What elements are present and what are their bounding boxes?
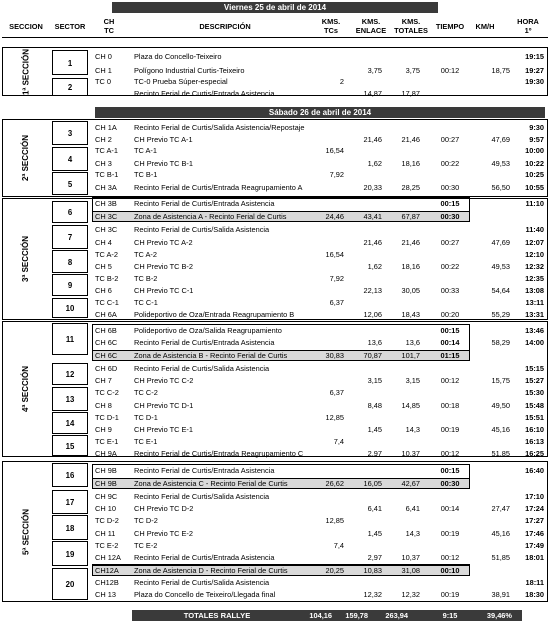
hora: 17:27 bbox=[525, 516, 544, 525]
control-description: TC A-2 bbox=[134, 250, 157, 259]
tiempo: 00:15 bbox=[440, 326, 460, 335]
sector-cell bbox=[52, 387, 88, 411]
totals-label: TOTALES RALLYE bbox=[132, 610, 302, 621]
sector-number: 14 bbox=[65, 419, 75, 428]
control-description: TC E-1 bbox=[134, 437, 158, 446]
sector-number: 20 bbox=[65, 580, 75, 589]
tiempo: 00:27 bbox=[440, 238, 460, 247]
control-code: CH 3C bbox=[95, 212, 118, 221]
control-description: Zona de Asistencia D - Recinto Ferial de Curtis bbox=[134, 566, 288, 575]
tiempo: 00:14 bbox=[440, 504, 460, 513]
kms-enlace: 10,83 bbox=[363, 566, 382, 575]
header-kms-totales: KMS. TOTALES bbox=[394, 17, 428, 35]
sector-number: 19 bbox=[65, 549, 75, 559]
control-code: CH 6 bbox=[95, 286, 112, 295]
hora: 11:40 bbox=[525, 225, 544, 234]
tiempo: 00:12 bbox=[440, 66, 460, 75]
tiempo: 00:19 bbox=[440, 529, 460, 538]
kms-enlace: 43,41 bbox=[363, 212, 382, 221]
control-description: Polideportivo de Oza/Entrada Reagrupamiento B bbox=[134, 310, 295, 319]
hora: 12:35 bbox=[525, 274, 544, 283]
control-code: CH 6C bbox=[95, 338, 118, 347]
hora: 18:11 bbox=[525, 578, 544, 587]
kms-totales: 18,16 bbox=[401, 262, 420, 271]
kmh: 51,85 bbox=[491, 449, 510, 458]
control-code: CH12A bbox=[95, 566, 119, 575]
control-code: CH 6C bbox=[95, 351, 118, 360]
control-description: CH Previo TC C-2 bbox=[134, 376, 194, 385]
day-title-friday: Viernes 25 de abril de 2014 bbox=[112, 2, 438, 13]
kms-enlace: 12,32 bbox=[363, 590, 382, 599]
kmh: 47,69 bbox=[491, 135, 510, 144]
control-description: CH Previo TC E-1 bbox=[134, 425, 194, 434]
tiempo: 00:15 bbox=[440, 466, 460, 475]
hora: 15:48 bbox=[525, 401, 544, 410]
kms-enlace: 20,33 bbox=[363, 183, 382, 192]
sector-number: 10 bbox=[65, 304, 75, 313]
control-code: CH 13 bbox=[95, 590, 116, 599]
kms-totales: 12,32 bbox=[401, 590, 420, 599]
hora: 15:51 bbox=[525, 413, 544, 422]
kmh: 45,16 bbox=[491, 425, 510, 434]
control-code: CH 6B bbox=[95, 326, 117, 335]
tiempo: 00:30 bbox=[440, 183, 460, 192]
hora: 9:30 bbox=[529, 123, 544, 132]
tiempo: 00:14 bbox=[440, 338, 460, 347]
control-description: CH Previo TC A-1 bbox=[134, 135, 193, 144]
control-code: CH 4 bbox=[95, 238, 112, 247]
control-code: CH 3B bbox=[95, 199, 117, 208]
kms-enlace: 12,06 bbox=[363, 310, 382, 319]
section-label: 3ª SECCIÓN bbox=[21, 235, 30, 283]
kms-tcs: 26,62 bbox=[325, 479, 344, 488]
header-seccion: SECCION bbox=[9, 22, 43, 31]
sector-number: 2 bbox=[67, 83, 73, 92]
kms-tcs: 16,54 bbox=[325, 250, 344, 259]
hora: 13:46 bbox=[525, 326, 544, 335]
kms-totales: 18,43 bbox=[401, 310, 420, 319]
control-description: Zona de Asistencia B - Recinto Ferial de Curtis bbox=[134, 351, 288, 360]
kmh: 38,91 bbox=[491, 590, 510, 599]
kms-enlace: 8,48 bbox=[367, 401, 382, 410]
sector-cell bbox=[52, 363, 88, 385]
control-description: Recinto Ferial de Curtis/Entrada Asistencia bbox=[134, 199, 275, 208]
control-code: TC E-1 bbox=[95, 437, 119, 446]
kms-enlace: 16,05 bbox=[363, 479, 382, 488]
tiempo: 00:22 bbox=[440, 262, 460, 271]
kms-tcs: 16,54 bbox=[325, 146, 344, 155]
kms-totales: 67,87 bbox=[401, 212, 420, 221]
control-code: TC E-2 bbox=[95, 541, 119, 550]
kms-totales: 31,08 bbox=[401, 566, 420, 575]
sector-number: 18 bbox=[65, 523, 75, 533]
tiempo: 00:19 bbox=[440, 425, 460, 434]
control-code: CH 9C bbox=[95, 492, 118, 501]
hora: 16:10 bbox=[525, 425, 544, 434]
sector-cell bbox=[52, 463, 88, 487]
control-code: TC A-2 bbox=[95, 250, 118, 259]
hora: 13:08 bbox=[525, 286, 544, 295]
control-code: TC 0 bbox=[95, 77, 112, 86]
control-code: TC B-1 bbox=[95, 170, 119, 179]
control-description: Recinto Ferial de Curtis/Entrada Reagrupamiento C bbox=[134, 449, 304, 458]
kms-totales: 21,46 bbox=[401, 135, 420, 144]
kms-totales: 14,85 bbox=[401, 401, 420, 410]
kms-tcs: 2 bbox=[339, 77, 344, 86]
control-code: CH 9 bbox=[95, 425, 112, 434]
header-kmh: KM/H bbox=[475, 22, 495, 31]
tiempo: 00:12 bbox=[440, 376, 460, 385]
kms-totales: 28,25 bbox=[401, 183, 420, 192]
kms-totales: 6,41 bbox=[405, 504, 420, 513]
hora: 11:10 bbox=[525, 199, 544, 208]
sector-number: 6 bbox=[67, 208, 73, 217]
sector-number: 16 bbox=[65, 471, 75, 480]
header-tiempo: TIEMPO bbox=[435, 22, 465, 31]
control-code: CH 3 bbox=[95, 159, 112, 168]
hora: 19:15 bbox=[525, 52, 544, 61]
hora: 19:27 bbox=[525, 66, 544, 75]
hora: 17:46 bbox=[525, 529, 544, 538]
kms-totales: 14,3 bbox=[405, 425, 420, 434]
kms-tcs: 6,37 bbox=[329, 388, 344, 397]
control-description: Recinto Ferial de Curtis/Salida Asistencia bbox=[134, 492, 270, 501]
hora: 17:24 bbox=[525, 504, 544, 513]
total-average-percent: 39,46% bbox=[486, 611, 512, 620]
kms-tcs: 24,46 bbox=[325, 212, 344, 221]
control-code: CH 11 bbox=[95, 529, 116, 538]
control-description: TC D-1 bbox=[134, 413, 158, 422]
kms-tcs: 7,4 bbox=[333, 437, 344, 446]
control-description: TC C-1 bbox=[134, 298, 158, 307]
total-kms-totales: 263,94 bbox=[385, 611, 408, 620]
kms-tcs: 6,37 bbox=[329, 298, 344, 307]
control-description: Recinto Ferial de Curtis/Entrada Asistencia bbox=[134, 338, 275, 347]
kms-enlace: 6,41 bbox=[367, 504, 382, 513]
control-description: TC B-1 bbox=[134, 170, 158, 179]
section-label: 2ª SECCIÓN bbox=[21, 134, 30, 182]
hora: 12:32 bbox=[525, 262, 544, 271]
sector-cell bbox=[52, 250, 88, 273]
sector-cell bbox=[52, 435, 88, 456]
kms-totales: 21,46 bbox=[401, 238, 420, 247]
sector-number: 15 bbox=[65, 441, 75, 451]
control-description: CH Previo TC D-1 bbox=[134, 401, 194, 410]
kmh: 49,53 bbox=[491, 262, 510, 271]
kms-enlace: 1,45 bbox=[367, 425, 382, 434]
kmh: 51,85 bbox=[491, 553, 510, 562]
tiempo: 00:30 bbox=[440, 479, 460, 488]
kmh: 54,64 bbox=[491, 286, 510, 295]
day-title-saturday: Sábado 26 de abril de 2014 bbox=[95, 107, 545, 118]
sector-number: 8 bbox=[67, 257, 73, 267]
kmh: 47,69 bbox=[491, 238, 510, 247]
control-description: Recinto Ferial de Curtis/Entrada Reagrupamiento A bbox=[134, 183, 303, 192]
control-description: CH Previo TC D-2 bbox=[134, 504, 194, 513]
control-code: CH 9B bbox=[95, 479, 117, 488]
hora: 10:55 bbox=[525, 183, 544, 192]
sector-cell bbox=[52, 323, 88, 355]
control-description: Recinto Ferial de Curtis/Salida Asistencia/Repostaje bbox=[134, 123, 305, 132]
kms-totales: 3,15 bbox=[405, 376, 420, 385]
control-description: CH Previo TC C-1 bbox=[134, 286, 194, 295]
hora: 12:10 bbox=[525, 250, 544, 259]
sector-cell bbox=[52, 568, 88, 600]
control-code: CH 2 bbox=[95, 135, 112, 144]
kmh: 58,29 bbox=[491, 338, 510, 347]
control-description: Plaza do Concello de Teixeiro/Llegada final bbox=[134, 590, 276, 599]
control-code: CH 3C bbox=[95, 225, 118, 234]
control-description: Plaza do Concello-Teixeiro bbox=[134, 52, 222, 61]
control-description: CH Previo TC A-2 bbox=[134, 238, 193, 247]
tiempo: 00:27 bbox=[440, 135, 460, 144]
kms-enlace: 14,87 bbox=[363, 89, 382, 98]
sector-cell bbox=[52, 515, 88, 540]
control-description: TC A-1 bbox=[134, 146, 157, 155]
hora: 15:27 bbox=[525, 376, 544, 385]
control-code: CH 1 bbox=[95, 66, 112, 75]
control-code: TC A-1 bbox=[95, 146, 118, 155]
hora: 16:13 bbox=[525, 437, 544, 446]
section-label: 4ª SECCIÓN bbox=[21, 365, 30, 413]
tiempo: 00:12 bbox=[440, 449, 460, 458]
kmh: 27,47 bbox=[491, 504, 510, 513]
sector-number: 4 bbox=[67, 155, 73, 164]
kmh: 49,53 bbox=[491, 159, 510, 168]
control-code: CH 3A bbox=[95, 183, 117, 192]
hora: 18:30 bbox=[525, 590, 544, 599]
sector-cell bbox=[52, 225, 88, 249]
header-kms-enlace: KMS. ENLACE bbox=[355, 17, 387, 35]
sector-cell bbox=[52, 541, 88, 566]
control-code: CH 6D bbox=[95, 364, 118, 373]
kms-enlace: 2,97 bbox=[367, 449, 382, 458]
sector-number: 13 bbox=[65, 395, 75, 404]
control-description: TC B-2 bbox=[134, 274, 158, 283]
sector-cell bbox=[52, 412, 88, 434]
kms-enlace: 2,97 bbox=[367, 553, 382, 562]
control-description: TC-0 Prueba Súper-especial bbox=[134, 77, 228, 86]
header-hora: HORA 1º bbox=[517, 17, 539, 35]
hora: 18:01 bbox=[525, 553, 544, 562]
kms-totales: 17,87 bbox=[401, 89, 420, 98]
control-description: Zona de Asistencia C - Recinto Ferial de Curtis bbox=[134, 479, 288, 488]
tiempo: 00:10 bbox=[440, 566, 460, 575]
kms-totales: 42,67 bbox=[401, 479, 420, 488]
sector-number: 3 bbox=[67, 129, 73, 138]
tiempo: 00:30 bbox=[440, 212, 460, 221]
control-code: TC B-2 bbox=[95, 274, 119, 283]
sector-number: 9 bbox=[67, 281, 73, 290]
sector-cell bbox=[52, 147, 88, 171]
control-code: CH 7 bbox=[95, 376, 112, 385]
control-code: CH 0 bbox=[95, 52, 112, 61]
sector-cell bbox=[52, 201, 88, 223]
control-description: Recinto Ferial de Curtis/Entrada Asistencia bbox=[134, 466, 275, 475]
control-description: Recinto Ferial de Curtis/Salida Asistencia bbox=[134, 578, 270, 587]
control-code: CH 6A bbox=[95, 310, 117, 319]
control-description: Recinto Ferial de Curtis/Entrada Asistencia bbox=[134, 89, 275, 98]
header-descripcion: DESCRIPCIÓN bbox=[199, 22, 251, 31]
sector-number: 12 bbox=[65, 370, 75, 379]
kms-totales: 14,3 bbox=[405, 529, 420, 538]
sector-cell bbox=[52, 274, 88, 296]
tiempo: 00:22 bbox=[440, 159, 460, 168]
kms-totales: 18,16 bbox=[401, 159, 420, 168]
kmh: 49,50 bbox=[491, 401, 510, 410]
control-code: CH 1A bbox=[95, 123, 117, 132]
control-description: CH Previo TC B-2 bbox=[134, 262, 194, 271]
section-label: 1ª SECCIÓN bbox=[21, 48, 30, 95]
control-code: CH 9A bbox=[95, 449, 117, 458]
hora: 13:31 bbox=[525, 310, 544, 319]
control-code: CH 5 bbox=[95, 262, 112, 271]
tiempo: 00:19 bbox=[440, 590, 460, 599]
sector-number: 11 bbox=[65, 335, 75, 344]
hora: 13:11 bbox=[525, 298, 544, 307]
sector-cell bbox=[52, 490, 88, 514]
kmh: 15,75 bbox=[491, 376, 510, 385]
sector-cell bbox=[52, 298, 88, 318]
control-code: CH 9B bbox=[95, 466, 117, 475]
kms-tcs: 7,4 bbox=[333, 541, 344, 550]
kms-enlace: 1,45 bbox=[367, 529, 382, 538]
kms-enlace: 21,46 bbox=[363, 238, 382, 247]
kms-enlace: 1,62 bbox=[367, 159, 382, 168]
kmh: 55,29 bbox=[491, 310, 510, 319]
kms-totales: 10,37 bbox=[401, 449, 420, 458]
kms-enlace: 22,13 bbox=[363, 286, 382, 295]
kms-enlace: 1,62 bbox=[367, 262, 382, 271]
control-description: TC D-2 bbox=[134, 516, 158, 525]
control-description: Polideportivo de Oza/Salida Reagrupamiento bbox=[134, 326, 282, 335]
kmh: 56,50 bbox=[491, 183, 510, 192]
kms-enlace: 21,46 bbox=[363, 135, 382, 144]
control-code: CH12B bbox=[95, 578, 119, 587]
kms-tcs: 20,25 bbox=[325, 566, 344, 575]
sector-number: 5 bbox=[67, 179, 73, 189]
control-description: Polígono Industrial Curtis-Teixeiro bbox=[134, 66, 245, 75]
sector-cell bbox=[52, 121, 88, 145]
control-code: TC C-1 bbox=[95, 298, 119, 307]
tiempo: 01:15 bbox=[440, 351, 460, 360]
sector-cell bbox=[52, 172, 88, 195]
hora: 14:00 bbox=[525, 338, 544, 347]
header-sector: SECTOR bbox=[54, 22, 86, 31]
kms-tcs: 12,85 bbox=[325, 516, 344, 525]
sector-number: 1 bbox=[67, 58, 73, 68]
control-description: Recinto Ferial de Curtis/Salida Asistencia bbox=[134, 364, 270, 373]
kms-totales: 3,75 bbox=[405, 66, 420, 75]
kms-enlace: 70,87 bbox=[363, 351, 382, 360]
hora: 16:25 bbox=[525, 449, 544, 458]
kms-tcs: 7,92 bbox=[329, 170, 344, 179]
hora: 19:30 bbox=[525, 77, 544, 86]
tiempo: 00:18 bbox=[440, 401, 460, 410]
control-code: TC D-1 bbox=[95, 413, 119, 422]
header-kms-tcs: KMS. TCs bbox=[321, 17, 341, 35]
kms-totales: 13,6 bbox=[405, 338, 420, 347]
kms-tcs: 12,85 bbox=[325, 413, 344, 422]
hora: 15:15 bbox=[525, 364, 544, 373]
tiempo: 00:12 bbox=[440, 553, 460, 562]
hora: 10:25 bbox=[525, 170, 544, 179]
control-code: CH 12A bbox=[95, 553, 121, 562]
control-code: CH 8 bbox=[95, 401, 112, 410]
tiempo: 00:20 bbox=[440, 310, 460, 319]
kms-enlace: 3,75 bbox=[367, 66, 382, 75]
control-description: Recinto Ferial de Curtis/Entrada Asistencia bbox=[134, 553, 275, 562]
control-code: TC C-2 bbox=[95, 388, 119, 397]
control-description: Zona de Asistencia A - Recinto Ferial de Curtis bbox=[134, 212, 287, 221]
control-code: TC D-2 bbox=[95, 516, 119, 525]
header-divider bbox=[2, 37, 548, 38]
hora: 10:00 bbox=[525, 146, 544, 155]
kms-tcs: 7,92 bbox=[329, 274, 344, 283]
kms-totales: 101,7 bbox=[401, 351, 420, 360]
hora: 15:30 bbox=[525, 388, 544, 397]
sector-cell bbox=[52, 50, 88, 75]
control-code: CH 10 bbox=[95, 504, 116, 513]
control-description: CH Previo TC E-2 bbox=[134, 529, 194, 538]
sector-number: 7 bbox=[67, 233, 73, 242]
kms-tcs: 30,83 bbox=[325, 351, 344, 360]
tiempo: 00:33 bbox=[440, 286, 460, 295]
kms-totales: 30,05 bbox=[401, 286, 420, 295]
total-kms-enlace: 159,78 bbox=[345, 611, 368, 620]
total-tiempo: 9:15 bbox=[442, 611, 458, 620]
section-label: 5ª SECCIÓN bbox=[21, 508, 30, 555]
hora: 17:49 bbox=[525, 541, 544, 550]
sector-cell bbox=[52, 78, 88, 96]
kmh: 18,75 bbox=[491, 66, 510, 75]
hora: 9:57 bbox=[529, 135, 544, 144]
hora: 16:40 bbox=[525, 466, 544, 475]
header-chtc: CH TC bbox=[103, 17, 115, 35]
control-description: Recinto Ferial de Curtis/Salida Asistencia bbox=[134, 225, 270, 234]
control-description: TC C-2 bbox=[134, 388, 158, 397]
hora: 12:07 bbox=[525, 238, 544, 247]
sector-number: 17 bbox=[65, 498, 75, 507]
total-kms-tcs: 104,16 bbox=[309, 611, 332, 620]
control-description: TC E-2 bbox=[134, 541, 158, 550]
hora: 10:22 bbox=[525, 159, 544, 168]
kms-enlace: 13,6 bbox=[367, 338, 382, 347]
kms-enlace: 3,15 bbox=[367, 376, 382, 385]
control-description: CH Previo TC B-1 bbox=[134, 159, 194, 168]
kmh: 45,16 bbox=[491, 529, 510, 538]
hora: 17:10 bbox=[525, 492, 544, 501]
tiempo: 00:15 bbox=[440, 199, 460, 208]
kms-totales: 10,37 bbox=[401, 553, 420, 562]
